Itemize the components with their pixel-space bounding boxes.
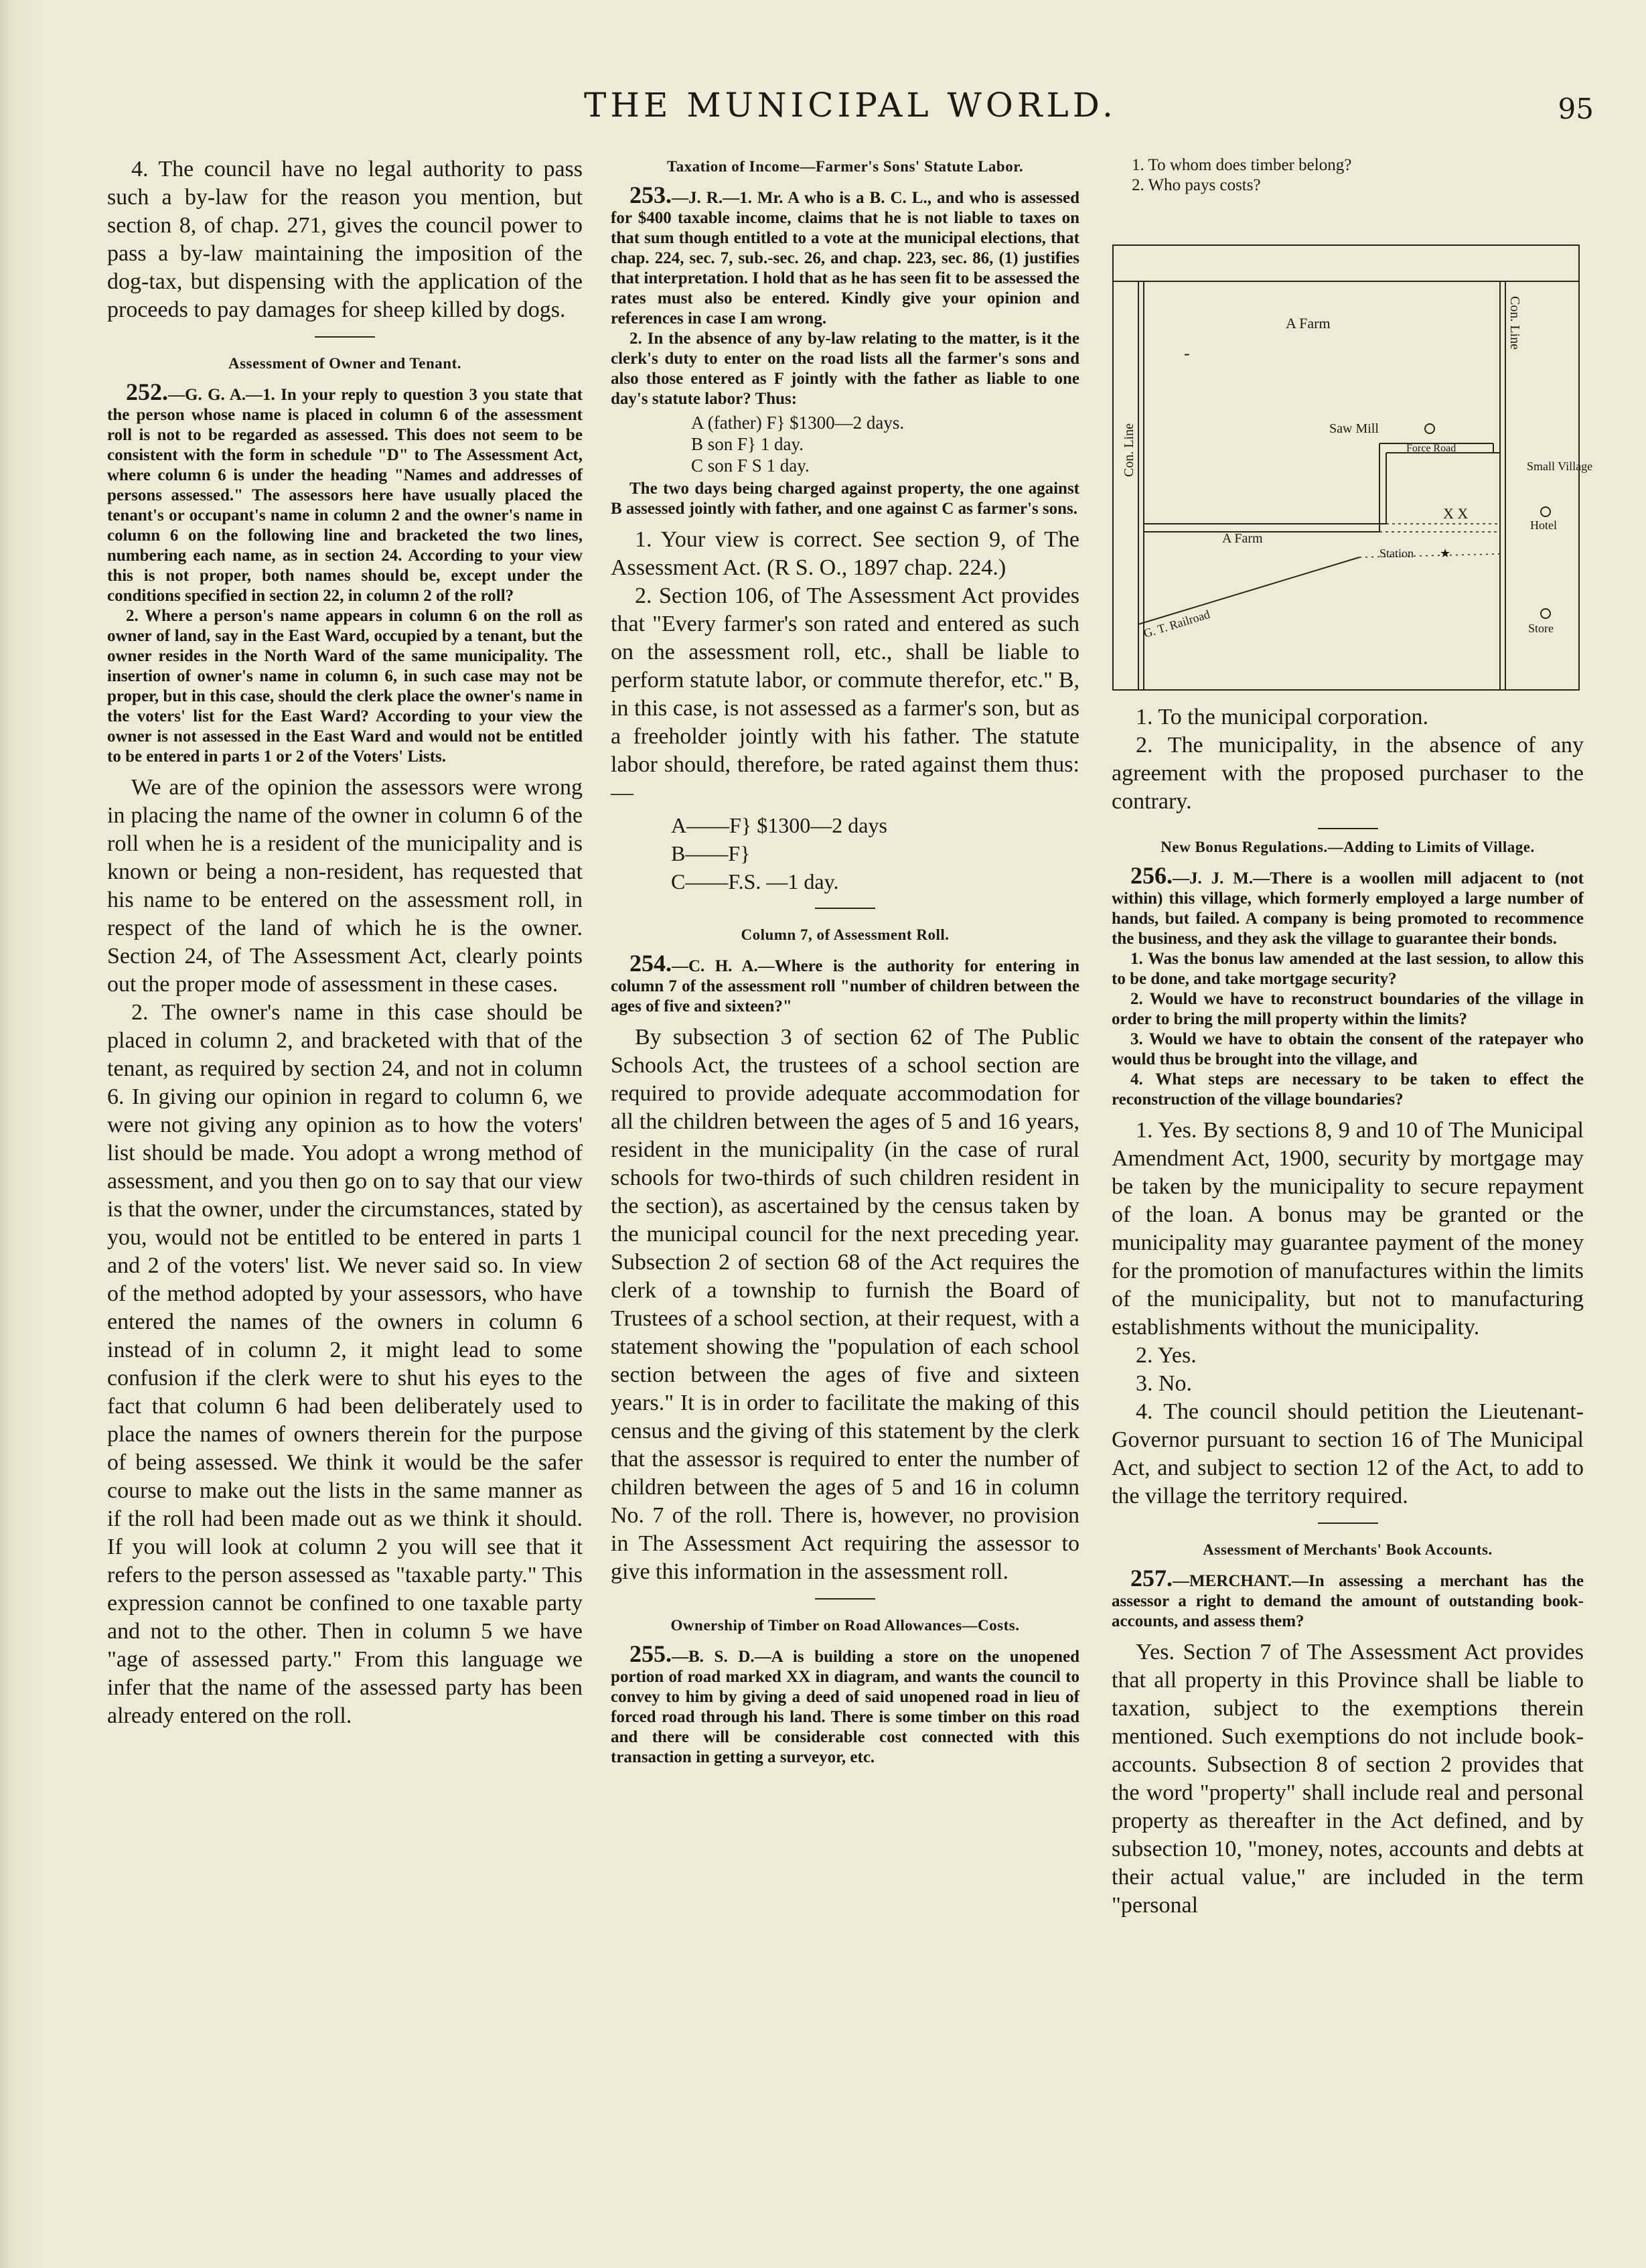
answer-256-4: 4. The council should petition the Lieutenant-Governor pursuant to section 16 of The Municipal Act, and subject to section 12 of the Act, to add to the village the territory required. [1112,1399,1584,1508]
question-255-q1: 1. To whom does timber belong? [1132,156,1352,174]
labor-list-2 [671,811,1079,896]
label-con-line-right: Con. Line [1507,296,1522,350]
question-256-4: 3. Would we have to obtain the consent of the ratepayer who would thus be brought into the village, and [1112,1030,1584,1068]
labor-list-2-row: A——F} $1300—2 days [671,813,887,837]
saw-mill-marker [1425,424,1434,433]
question-252-1 [107,378,583,606]
divider [815,1598,875,1600]
divider [815,908,875,909]
label-station: Station [1379,547,1414,560]
heading-253: Taxation of Income—Farmer's Sons' Statute Labor. [666,158,1024,175]
stray-mark: - [1184,344,1190,363]
label-con-line-left: Con. Line [1122,423,1136,477]
question-253-1-text: —J. R.—1. Mr. A who is a B. C. L., and who is assessed for $400 taxable income, claims that he is not liable to taxes on that sum though entitled to a vote at the municipal elections, that chap. 224, sec. 7, sub.-sec. 26, and chap. 223, sec. 86, (1) justifies that interpretation. I hold that as he has seen fit to be assessed the rates must also be entered. Kindly give your opinion and references in case I am wrong. [611,189,1079,328]
label-small-village: Small Village [1527,459,1593,473]
question-256-1 [1112,862,1584,949]
hotel-marker [1541,507,1550,516]
labor-list-1-row: A (father) F} $1300—2 days. [691,413,905,433]
question-256-1-text: —J. J. M.—There is a woollen mill adjacent to (not within) this village, which formerly employed a large number of hands, but failed. A company is being promoted to recommence the business, and they ask the village to guarantee their bonds. [1112,869,1584,948]
label-xx: X X [1443,505,1469,522]
question-number-253: 253. [629,182,672,208]
question-253-2: 2. In the absence of any by-law relating to the matter, is it the clerk's duty to enter on the road lists all the farmer's sons and also those entered as F jointly with the father as liable to one day's statute labor? Thus: [611,330,1079,408]
answer-252-1: We are of the opinion the assessors were wrong in placing the name of the owner in column 6 of the roll when he is a resident of the municipality and is known or being a non-resident, has requested that his name to be entered on the assessment roll, in respect of the land of which he is the owner. Section 24, of The Assessment Act, clearly points out the proper mode of assessment in these cases. [107,775,583,997]
heading-255: Ownership of Timber on Road Allowances—Costs. [670,1617,1020,1634]
labor-list-1-row: C son F S 1 day. [691,455,810,476]
question-255-q2: 2. Who pays costs? [1132,176,1261,194]
question-253-1 [611,182,1079,329]
column-2 [611,155,1079,1768]
store-marker [1541,609,1550,618]
divider [1318,828,1378,829]
label-force-road: Force Road [1406,443,1456,454]
column-3 [1112,155,1593,1920]
column-1 [107,155,583,1730]
page-number: 95 [1558,92,1594,125]
answer-252-2: 2. The owner's name in this case should be placed in column 2, and bracketed with that of the tenant, as required by section 24, and not in column 6. In giving our opinion in regard to column 6, we were not giving any opinion as to how the voters' list should be made. You adopt a wrong method of assessment, and you then go on to say that our view is that the owner, under the circumstances, stated by you, would not be entitled to be entered in parts 1 and 2 of the voters' list. We never said so. In view of the method adopted by your assessors, who have entered the names of the owners in column 6 instead of in column 2, it might lead to some confusion if the clerk were to shut his eyes to the fact that column 6 had been deliberately used to place the names of owners therein for the purpose of being assessed. We think it would be the safer course to make out the lists in the same manner as if the roll had been made out as we think it should. If you will look at column 2 you will see that it refers to the person assessed as "taxable party." This expression cannot be confined to one taxable party and not to the other. Then in column 5 we have "age of assessed party." From this language we infer that the name of the assessed party has been already entered on the roll. [107,1000,583,1728]
labor-list-1-row: B son F} 1 day. [691,434,804,454]
question-254-text: —C. H. A.—Where is the authority for entering in column 7 of the assessment roll "number of children between the ages of five and sixteen?" [611,957,1079,1015]
label-hotel: Hotel [1530,518,1557,532]
label-saw-mill: Saw Mill [1329,421,1379,436]
question-number-256: 256. [1130,862,1173,889]
question-256-2: 1. Was the bonus law amended at the last session, to allow this to be done, and take mortgage security? [1112,950,1584,988]
divider [1318,1522,1378,1524]
question-256-5: 4. What steps are necessary to be taken to effect the reconstruction of the village boundaries? [1112,1070,1584,1109]
divider [315,336,375,338]
question-number-252: 252. [126,378,168,405]
question-253-3: The two days being charged against property, the one against B assessed jointly with father, and one against C as farmer's sons. [611,480,1079,518]
label-store: Store [1528,622,1554,635]
road-diagram [1112,209,1593,691]
heading-257: Assessment of Merchants' Book Accounts. [1203,1541,1493,1558]
station-star-icon: ★ [1440,547,1451,560]
answer-257: Yes. Section 7 of The Assessment Act provides that all property in this Province shall be liable to taxation, subject to the exemptions therein mentioned. Such exemptions do not include book-accounts. Subsection 8 of section 2 provides that the word "property" shall include real and personal property as thereafter in the Act defined, and by subsection 10, "money, notes, accounts and debts at their actual value," are included in the term "personal [1112,1640,1584,1918]
answer-255-2: 2. The municipality, in the absence of any agreement with the proposed purchaser to the contrary. [1112,733,1584,814]
answer-253-1: 1. Your view is correct. See section 9, of The Assessment Act. (R S. O., 1897 chap. 224.) [611,527,1079,580]
answer-256-2: 2. Yes. [1136,1343,1197,1368]
heading-254: Column 7, of Assessment Roll. [741,926,950,943]
heading-252: Assessment of Owner and Tenant. [228,355,461,372]
heading-256: New Bonus Regulations.—Adding to Limits of Village. [1161,839,1535,855]
question-254 [611,950,1079,1017]
question-255 [611,1640,1079,1768]
answer-256-1: 1. Yes. By sections 8, 9 and 10 of The Municipal Amendment Act, 1900, security by mortgage may be taken by the municipality to secure repayment of the loan. A bonus may be granted or the municipality may guarantee payment of the money for the promotion of manufactures within the limits of the municipality, but not to manufacturing establishments without the municipality. [1112,1118,1584,1340]
question-number-254: 254. [629,950,672,977]
labor-list-1 [691,412,1079,476]
answer-256-3: 3. No. [1136,1371,1193,1396]
label-a-farm-bottom: A Farm [1222,531,1263,546]
question-255-questions [1132,155,1584,196]
question-252-2: 2. Where a person's name appears in column 6 on the roll as owner of land, say in the East Ward, occupied by a tenant, but the owner resides in the North Ward of the same municipality. The insertion of owner's name in column 6, in such case may not be proper, but in this case, should the clerk place the owner's name in the voters' list for the East Ward? According to your view the owner is not assessed in the East Ward and would not be entitled to be entered in parts 1 or 2 of the Voters' Lists. [107,607,583,766]
journal-title: THE MUNICIPAL WORLD. [584,86,1117,125]
question-255-text: —B. S. D.—A is building a store on the unopened portion of road marked XX in diagram, and wants the council to convey to him by giving a deed of said unopened road in lieu of forced road through his land. There is some timber on this road and there will be considerable cost connected with this transaction in getting a surveyor, etc. [611,1648,1079,1766]
label-a-farm-top: A Farm [1286,315,1331,332]
question-256-3: 2. Would we have to reconstruct boundaries of the village in order to bring the mill property within the limits? [1112,990,1584,1028]
label-gt-railroad: G. T. Railroad [1142,607,1212,640]
paragraph-answer-4: 4. The council have no legal authority to pass such a by-law for the reason you mention, but section 8, of chap. 271, gives the council power to pass a by-law maintaining the imposition of the dog-tax, but dispensing with the application of the proceeds to pay damages for sheep killed by dogs. [107,157,583,322]
question-number-257: 257. [1130,1565,1173,1591]
labor-list-2-row: C——F.S. —1 day. [671,869,839,894]
question-257 [1112,1565,1584,1632]
answer-253-2: 2. Section 106, of The Assessment Act provides that "Every farmer's son rated and entered as such on the assessment roll, etc., shall be liable to perform statute labor, or commute therefor, etc." B, in this case, is not assessed as a farmer's son, but as a freeholder jointly with his father. The statute labor should, therefore, be rated against them thus:— [611,583,1079,805]
question-number-255: 255. [629,1640,672,1667]
answer-255-1: 1. To the municipal corporation. [1136,705,1429,729]
question-252-1-text: —G. G. A.—1. In your reply to question 3 you state that the person whose name is placed in column 6 of the assessment roll is not to be regarded as assessed. This does not seem to be consistent with the form in schedule "D" to The Assessment Act, where column 6 is under the heading "Names and addresses of persons assessed." The assessors here have usually placed the tenant's or occupant's name in column 2 and the owner's name in column 6 on the following line and bracketed the two lines, numbering each name, as in section 24. According to your view this is not proper, both names should be, except under the conditions specified in section 22, in column 2 of the roll? [107,386,583,605]
question-257-text: —MERCHANT.—In assessing a merchant has the assessor a right to demand the amount of outstanding book-accounts, and assess them? [1112,1572,1584,1630]
answer-254: By subsection 3 of section 62 of The Public Schools Act, the trustees of a school section are required to provide adequate accommodation for all the children between the ages of 5 and 16 years, resident in the municipality (in the case of rural schools for two-thirds of such children resident in the section), as ascertained by the census taken by the municipal council for the next preceding year. Subsection 2 of section 68 of the Act requires the clerk of a township to furnish the Board of Trustees of a school section, at their request, with a statement showing the "population of each school section between the ages of five and sixteen years." It is in order to facilitate the making of this census and the giving of this statement by the clerk that the assessor is required to enter the number of children between the ages of 5 and 16 in column No. 7 of the roll. There is, however, no provision in The Assessment Act requiring the assessor to give this information in the assessment roll. [611,1025,1079,1584]
railroad-line [1138,557,1359,624]
page-header [107,86,1594,133]
labor-list-2-row: B——F} [671,841,751,865]
